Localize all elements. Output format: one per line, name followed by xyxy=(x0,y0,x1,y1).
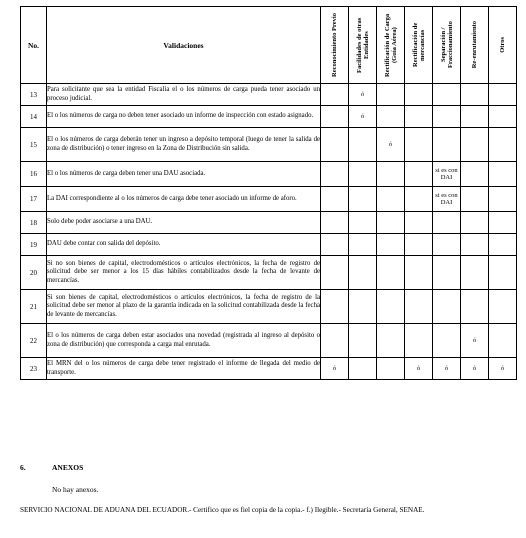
row-mark-cell xyxy=(405,234,433,256)
row-mark-cell xyxy=(377,358,405,380)
row-number: 15 xyxy=(21,128,47,162)
row-mark-cell xyxy=(377,324,405,358)
row-validation-text: Solo debe poder asociarse a una DAU. xyxy=(47,212,321,234)
header-col: Rectificación de mercancías xyxy=(405,7,433,84)
row-mark-cell xyxy=(461,256,489,290)
table-row xyxy=(21,234,517,256)
section-heading xyxy=(20,463,83,472)
row-validation-text: El o los números de carga no deben tener asociado un informe de inspección con estado asignado. xyxy=(47,106,321,128)
table-row xyxy=(21,290,517,324)
row-mark-cell xyxy=(489,84,517,106)
row-mark-cell: ó xyxy=(349,84,377,106)
row-mark-cell xyxy=(377,106,405,128)
row-mark-cell: ó xyxy=(461,358,489,380)
row-number: 17 xyxy=(21,187,47,212)
row-mark-cell xyxy=(405,106,433,128)
row-mark-cell xyxy=(405,162,433,187)
row-number: 18 xyxy=(21,212,47,234)
header-col: Otros xyxy=(489,7,517,84)
row-mark-cell xyxy=(349,256,377,290)
row-mark-cell xyxy=(349,234,377,256)
header-validaciones: Validaciones xyxy=(47,7,321,84)
footer-certification: SERVICIO NACIONAL DE ADUANA DEL ECUADOR.- Certifico que es fiel copia de la copia.- f.) Ilegible.- Secretaría General, SENAE. xyxy=(20,506,425,514)
row-number: 21 xyxy=(21,290,47,324)
validations-table xyxy=(20,6,517,380)
validations-document xyxy=(20,6,516,380)
row-mark-cell xyxy=(489,290,517,324)
row-mark-cell xyxy=(405,187,433,212)
row-mark-cell: ó xyxy=(405,358,433,380)
row-mark-cell xyxy=(377,187,405,212)
row-mark-cell xyxy=(321,256,349,290)
row-mark-cell xyxy=(405,324,433,358)
row-number: 16 xyxy=(21,162,47,187)
row-mark-cell xyxy=(461,187,489,212)
row-mark-cell xyxy=(321,162,349,187)
section-body: No hay anexos. xyxy=(52,485,99,494)
header-col: Reconocimiento Previo xyxy=(321,7,349,84)
row-mark-cell xyxy=(433,324,461,358)
table-row xyxy=(21,358,517,380)
row-number: 20 xyxy=(21,256,47,290)
row-mark-cell xyxy=(433,212,461,234)
table-row xyxy=(21,187,517,212)
row-mark-cell xyxy=(321,212,349,234)
section-title: ANEXOS xyxy=(52,463,84,472)
row-number: 14 xyxy=(21,106,47,128)
header-col: Separación / Fraccionamiento xyxy=(433,7,461,84)
row-validation-text: El o los números de carga deben estar asociados una novedad (registrada al ingreso al depósito o zona de distribución) que corresponda a carga mal enrutada. xyxy=(47,324,321,358)
row-mark-cell xyxy=(433,256,461,290)
row-mark-cell: ó xyxy=(321,358,349,380)
row-validation-text: El o los números de carga deben tener una DAU asociada. xyxy=(47,162,321,187)
row-mark-cell xyxy=(349,290,377,324)
row-mark-cell xyxy=(321,234,349,256)
row-mark-cell xyxy=(461,128,489,162)
table-row xyxy=(21,84,517,106)
row-mark-cell xyxy=(461,106,489,128)
row-validation-text: El o los números de carga deberán tener un ingreso a depósito temporal (luego de tener la salida de zona de distribución) o tener ingreso en la Zona de Distribución sin salida. xyxy=(47,128,321,162)
table-row xyxy=(21,106,517,128)
row-validation-text: DAU debe contar con salida del depósito. xyxy=(47,234,321,256)
table-header-row xyxy=(21,7,517,84)
row-mark-cell xyxy=(433,106,461,128)
row-validation-text: El MRN del o los números de carga debe tener registrado el informe de llegada del medio de transporte. xyxy=(47,358,321,380)
row-mark-cell xyxy=(349,162,377,187)
row-mark-cell xyxy=(405,256,433,290)
row-mark-cell xyxy=(349,128,377,162)
row-mark-cell xyxy=(321,324,349,358)
row-mark-cell xyxy=(461,212,489,234)
row-mark-cell xyxy=(377,290,405,324)
row-mark-cell xyxy=(377,256,405,290)
row-validation-text: Si son bienes de capital, electrodomésticos o artículos electrónicos, la fecha de registro de la solicitud debe ser menor al plazo de la garantía indicada en la solicitud contabilizada desde la fecha de levante de mercancías. xyxy=(47,290,321,324)
row-number: 23 xyxy=(21,358,47,380)
row-mark-cell: si es con DAI xyxy=(433,187,461,212)
header-col: Facilidades de otras Entidades xyxy=(349,7,377,84)
table-row xyxy=(21,162,517,187)
row-mark-cell xyxy=(405,128,433,162)
row-mark-cell xyxy=(489,234,517,256)
section-number: 6. xyxy=(20,463,26,472)
row-mark-cell: ó xyxy=(461,324,489,358)
row-number: 13 xyxy=(21,84,47,106)
row-mark-cell xyxy=(489,324,517,358)
row-mark-cell: ó xyxy=(377,128,405,162)
row-mark-cell xyxy=(349,187,377,212)
row-mark-cell xyxy=(461,290,489,324)
row-mark-cell xyxy=(377,162,405,187)
row-mark-cell xyxy=(489,128,517,162)
row-mark-cell: ó xyxy=(489,358,517,380)
row-mark-cell xyxy=(461,84,489,106)
row-mark-cell xyxy=(433,290,461,324)
table-row xyxy=(21,212,517,234)
row-number: 19 xyxy=(21,234,47,256)
row-mark-cell xyxy=(433,234,461,256)
header-no: No. xyxy=(21,7,47,84)
row-mark-cell xyxy=(321,106,349,128)
row-mark-cell: si es con DAI xyxy=(433,162,461,187)
row-mark-cell xyxy=(321,84,349,106)
row-mark-cell xyxy=(405,84,433,106)
row-mark-cell xyxy=(321,128,349,162)
row-mark-cell xyxy=(461,162,489,187)
row-validation-text: Si no son bienes de capital, electrodomésticos o artículos electrónicos, la fecha de registro de solicitud debe ser menor a los 15 días hábiles contabilizados desde la fecha de levante de mercancías. xyxy=(47,256,321,290)
row-mark-cell xyxy=(433,84,461,106)
row-mark-cell xyxy=(489,106,517,128)
row-validation-text: La DAI correspondiente al o los números de carga debe tener asociado un informe de aforo. xyxy=(47,187,321,212)
table-row xyxy=(21,256,517,290)
row-mark-cell xyxy=(489,256,517,290)
row-mark-cell xyxy=(461,234,489,256)
row-mark-cell xyxy=(349,212,377,234)
row-mark-cell: ó xyxy=(433,358,461,380)
row-validation-text: Para solicitante que sea la entidad Fiscalía el o los números de carga pueda tener asociado un proceso judicial. xyxy=(47,84,321,106)
row-mark-cell xyxy=(489,212,517,234)
header-col: Re-enrutamiento xyxy=(461,7,489,84)
row-number: 22 xyxy=(21,324,47,358)
row-mark-cell xyxy=(377,234,405,256)
table-row xyxy=(21,128,517,162)
row-mark-cell xyxy=(349,358,377,380)
row-mark-cell xyxy=(405,212,433,234)
row-mark-cell xyxy=(489,162,517,187)
row-mark-cell xyxy=(349,324,377,358)
row-mark-cell xyxy=(321,187,349,212)
row-mark-cell: ó xyxy=(349,106,377,128)
row-mark-cell xyxy=(321,290,349,324)
row-mark-cell xyxy=(489,187,517,212)
row-mark-cell xyxy=(377,212,405,234)
table-row xyxy=(21,324,517,358)
row-mark-cell xyxy=(433,128,461,162)
header-col: Rectificación de Carga (Guía Aérea) xyxy=(377,7,405,84)
row-mark-cell xyxy=(405,290,433,324)
row-mark-cell xyxy=(377,84,405,106)
